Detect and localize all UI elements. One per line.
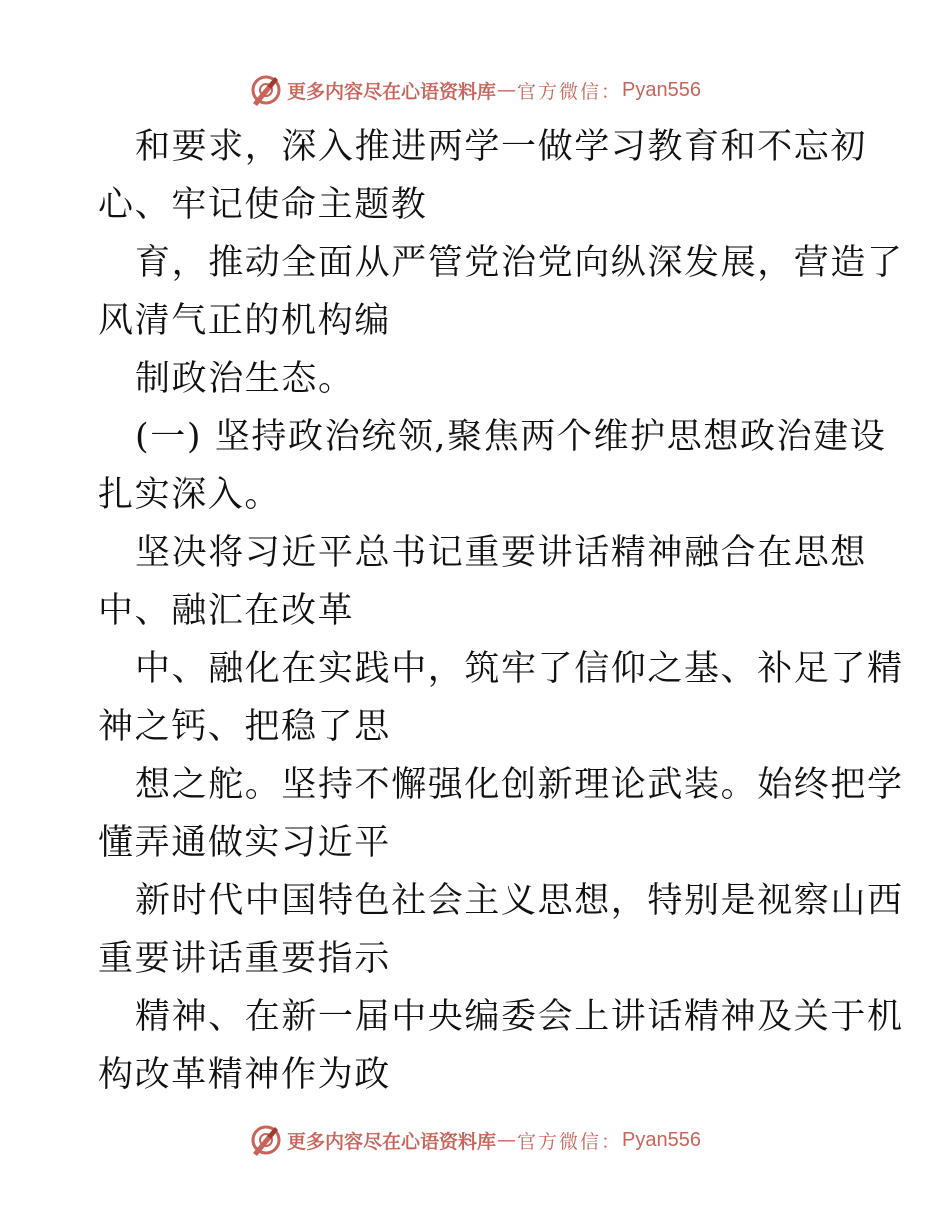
wechat-id: Pyan556 bbox=[622, 78, 701, 101]
body-line: 坚决将习近平总书记重要讲话精神融合在思想 bbox=[135, 533, 868, 573]
body-line: 新时代中国特色社会主义思想，特别是视察山西 bbox=[135, 881, 904, 921]
body-line: 重要讲话重要指示 bbox=[98, 939, 391, 979]
body-line: 育，推动全面从严管党治党向纵深发展，营造了 bbox=[135, 243, 904, 283]
body-line: 制政治生态。 bbox=[135, 359, 355, 399]
body-line: 中、融汇在改革 bbox=[98, 591, 355, 631]
wechat-label: 官方微信： bbox=[517, 80, 623, 103]
body-line: 神之钙、把稳了思 bbox=[98, 707, 391, 747]
wechat-label: 官方微信： bbox=[517, 1130, 623, 1153]
section-heading: (一) 坚持政治统领,聚焦两个维护思想政治建设 bbox=[135, 417, 887, 457]
body-line: 懂弄通做实习近平 bbox=[98, 823, 391, 863]
body-line: 想之舵。坚持不懈强化创新理论武装。始终把学 bbox=[135, 765, 904, 805]
body-line: 精神、在新一届中央编委会上讲话精神及关于机 bbox=[135, 997, 904, 1037]
body-line: 中、融化在实践中，筑牢了信仰之基、补足了精 bbox=[135, 649, 904, 689]
document-body bbox=[98, 118, 904, 1104]
watermark-separator: — bbox=[497, 79, 517, 101]
body-line: 构改革精神作为政 bbox=[98, 1055, 391, 1095]
footer-watermark bbox=[0, 1120, 950, 1160]
body-line: 心、牢记使命主题教 bbox=[98, 185, 428, 225]
watermark-text: 更多内容尽在心语资料库 bbox=[287, 1130, 497, 1153]
body-line: 扎实深入。 bbox=[98, 475, 282, 515]
body-line: 和要求，深入推进两学一做学习教育和不忘初 bbox=[135, 127, 868, 167]
watermark-separator: — bbox=[497, 1129, 517, 1151]
body-line: 风清气正的机构编 bbox=[98, 301, 391, 341]
pen-logo-icon bbox=[249, 1123, 283, 1157]
pen-logo-icon bbox=[249, 73, 283, 107]
watermark-text: 更多内容尽在心语资料库 bbox=[287, 80, 497, 103]
header-watermark bbox=[0, 70, 950, 110]
wechat-id: Pyan556 bbox=[622, 1128, 701, 1151]
